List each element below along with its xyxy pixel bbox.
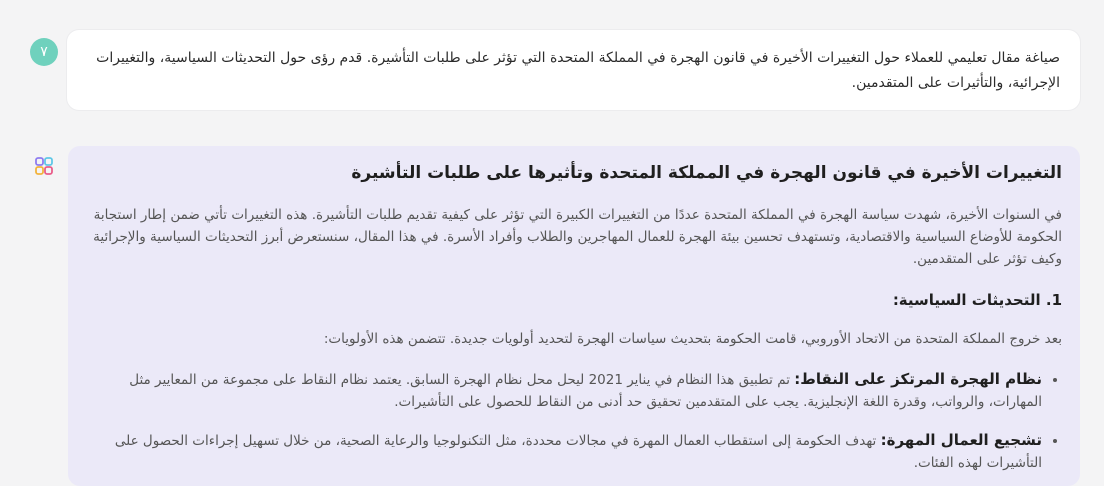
user-message-row [30,30,1080,110]
section-text-policy-updates: بعد خروج المملكة المتحدة من الاتحاد الأوروبي، قامت الحكومة بتحديث سياسات الهجرة لتحديد أولويات جديدة. تتضمن هذه الأولويات: [323,331,1062,347]
bullet-text: تم تطبيق هذا النظام في يناير 2021 ليحل محل نظام الهجرة السابق. يعتمد نظام النقاط على مجموعة من المعايير مثل المهارات، والرواتب، وقدرة اللغة الإنجليزية. يجب على المتقدمين تحقيق حد أدنى من النقاط للحصول على التأشيرات. [129,372,1042,410]
ai-sparkle-icon [34,156,54,176]
list-item [86,429,1042,474]
list-item [86,368,1042,413]
user-avatar-label: ٧ [40,44,48,60]
ai-response-title: التغييرات الأخيرة في قانون الهجرة في المملكة المتحدة وتأثيرها على طلبات التأشيرة [351,163,1062,183]
bullet-bold-label: نظام الهجرة المرتكز على النقاط: [794,370,1042,388]
ai-response-card [68,146,1080,486]
bullet-text: تهدف الحكومة إلى استقطاب العمال المهرة في مجالات محددة، مثل التكنولوجيا والرعاية الصحية، من خلال تسهيل إجراءات الحصول على التأشيرات لهذه الفئات. [114,433,1042,471]
user-avatar [30,38,58,66]
ai-response-intro: في السنوات الأخيرة، شهدت سياسة الهجرة في المملكة المتحدة عددًا من التغييرات الكبيرة التي تؤثر على كيفية تقديم طلبات التأشيرة. هذه التغييرات تأتي ضمن إطار استجابة الحكومة للأوضاع السياسية والاقتصادية، وتستهدف تحسين بيئة الهجرة للعمال المهاجرين والطلاب وأفراد الأسرة. في هذا المقال، سنستعرض أبرز التحديثات السياسية والإجرائية وكيف تؤثر على المتقدمين. [93,207,1062,267]
user-message-text: صياغة مقال تعليمي للعملاء حول التغييرات الأخيرة في قانون الهجرة في المملكة المتحدة التي تؤثر على طلبات التأشيرة. قدم رؤى حول التحديثات السياسية، والتغييرات الإجرائية، والتأثيرات على المتقدمين. [96,50,1060,91]
section-heading-policy-updates: 1. التحديثات السياسية: [892,291,1062,309]
policy-bullet-list [86,368,1062,474]
bullet-bold-label: تشجيع العمال المهرة: [880,431,1042,449]
user-message-bubble [67,30,1080,110]
